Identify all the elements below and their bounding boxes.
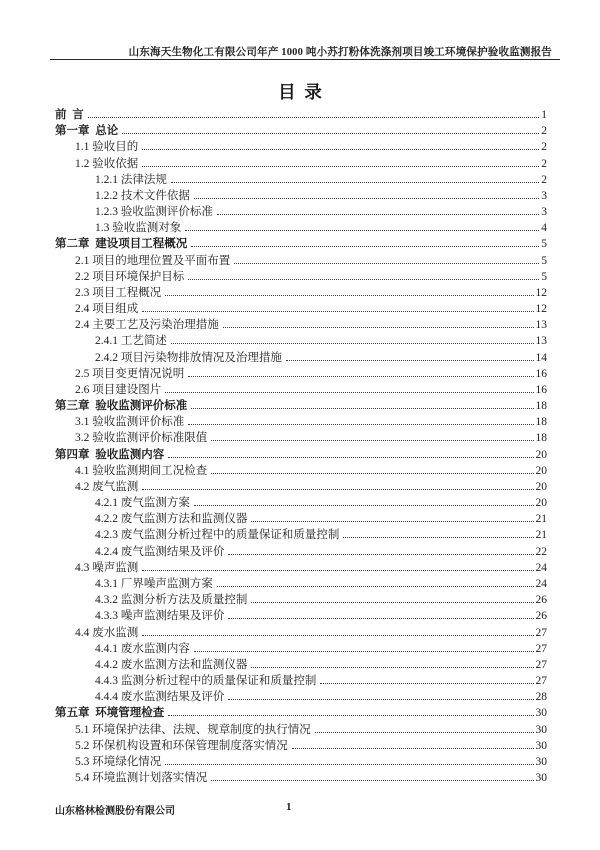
toc-page-number: 18 <box>535 432 547 445</box>
toc-page-number: 28 <box>535 691 547 704</box>
toc-entry <box>55 430 547 446</box>
toc-entry <box>55 673 547 689</box>
toc-entry <box>55 447 547 463</box>
toc-entry <box>55 253 547 269</box>
toc-entry <box>55 576 547 592</box>
dotted-leader <box>228 618 533 619</box>
dotted-leader <box>194 198 539 199</box>
toc-entry-label: 1.2.1 法律法规 <box>95 173 167 186</box>
toc-entry <box>55 527 547 543</box>
dotted-leader <box>142 166 539 167</box>
toc-page-number: 1 <box>541 109 547 121</box>
toc-page-number: 30 <box>535 707 547 720</box>
toc-page-number: 5 <box>541 238 547 251</box>
toc-entry <box>55 382 547 398</box>
toc-entry-label: 1.2.3 验收监测评价标准 <box>95 206 213 219</box>
toc-entry <box>55 657 547 673</box>
dotted-leader <box>217 586 534 587</box>
toc-entry-label: 2.1 项目的地理位置及平面布置 <box>75 254 231 267</box>
toc-entry-label: 4.4.4 废水监测结果及评价 <box>95 691 225 704</box>
toc-entry <box>55 544 547 560</box>
dotted-leader <box>88 117 540 118</box>
dotted-leader <box>188 424 533 425</box>
toc-entry <box>55 139 547 155</box>
dotted-leader <box>228 699 533 700</box>
toc-entry-label: 前 言 <box>55 109 84 121</box>
toc-entry-label: 5.1 环境保护法律、法规、规章制度的执行情况 <box>75 723 311 736</box>
toc-page-number: 21 <box>535 529 547 542</box>
toc-page-number: 20 <box>535 464 547 477</box>
dotted-leader <box>194 651 534 652</box>
toc-entry <box>55 560 547 576</box>
toc-page-number: 27 <box>535 642 547 655</box>
toc-entry-label: 4.2 废气监测 <box>75 480 139 493</box>
dotted-leader <box>211 440 533 441</box>
dotted-leader <box>122 133 539 134</box>
toc-entry-label: 4.3 噪声监测 <box>75 561 139 574</box>
dotted-leader <box>251 602 533 603</box>
toc-page-number: 26 <box>535 610 547 623</box>
dotted-leader <box>286 360 534 361</box>
toc-entry <box>55 479 547 495</box>
toc-entry-label: 4.2.2 废气监测方法和监测仪器 <box>95 513 248 526</box>
toc-entry-label: 5.4 环境监测计划落实情况 <box>75 772 208 785</box>
toc-entry <box>55 301 547 317</box>
toc-entry-label: 3.2 验收监测评价标准限值 <box>75 432 208 445</box>
toc-entry-label: 1.2.2 技术文件依据 <box>95 189 190 202</box>
toc-page-number: 14 <box>535 351 547 364</box>
toc-entry <box>55 705 547 721</box>
toc-page-number: 30 <box>535 723 547 736</box>
toc-entry-label: 2.4.1 工艺简述 <box>95 335 167 348</box>
toc-entry <box>55 414 547 430</box>
toc-entry-label: 第四章 验收监测内容 <box>55 448 165 461</box>
toc-entry-label: 4.2.4 废气监测结果及评价 <box>95 545 225 558</box>
toc-entry <box>55 317 547 333</box>
toc-page-number: 16 <box>535 367 547 380</box>
toc-entry-label: 第二章 建设项目工程概况 <box>55 238 188 251</box>
dotted-leader <box>188 279 539 280</box>
toc-entry <box>55 220 547 236</box>
toc-entry-label: 第五章 环境管理检查 <box>55 707 165 720</box>
toc-page-number: 26 <box>535 594 547 607</box>
toc-entry-label: 1.2 验收依据 <box>75 157 139 170</box>
toc-entry <box>55 156 547 172</box>
toc-entry <box>55 123 547 139</box>
toc-entry <box>55 770 547 786</box>
toc-entry-label: 4.2.1 废气监测方案 <box>95 497 190 510</box>
toc-page-number: 20 <box>535 480 547 493</box>
toc-page-number: 30 <box>535 755 547 768</box>
dotted-leader <box>142 311 533 312</box>
toc-page-number: 21 <box>535 513 547 526</box>
toc-entry <box>55 350 547 366</box>
toc-page-number: 5 <box>541 254 547 267</box>
dotted-leader <box>320 683 533 684</box>
dotted-leader <box>223 327 534 328</box>
toc-entry-label: 4.3.1 厂界噪声监测方案 <box>95 577 213 590</box>
toc-page-number: 20 <box>535 448 547 461</box>
footer-page-number: 1 <box>286 801 292 813</box>
toc-entry <box>55 641 547 657</box>
dotted-leader <box>234 263 539 264</box>
toc-entry-label: 2.4.2 项目污染物排放情况及治理措施 <box>95 351 282 364</box>
toc-entry <box>55 333 547 349</box>
dotted-leader <box>191 408 533 409</box>
toc-page-number: 27 <box>535 626 547 639</box>
toc-entry-label: 2.3 项目工程概况 <box>75 286 162 299</box>
toc-page-number: 3 <box>541 206 547 219</box>
dotted-leader <box>171 182 539 183</box>
toc-page-number: 22 <box>535 545 547 558</box>
toc-entry <box>55 722 547 738</box>
toc-page-number: 2 <box>541 173 547 186</box>
toc-entry <box>55 204 547 220</box>
footer-company-name: 山东格林检测股份有限公司 <box>55 806 175 817</box>
dotted-leader <box>194 505 534 506</box>
dotted-leader <box>343 537 533 538</box>
toc-entry-label: 4.4 废水监测 <box>75 626 139 639</box>
toc-page-number: 13 <box>535 335 547 348</box>
toc-entry-label: 第三章 验收监测评价标准 <box>55 400 188 413</box>
toc-page-number: 12 <box>535 286 547 299</box>
toc-entry-label: 2.4 主要工艺及污染治理措施 <box>75 319 219 332</box>
toc-list <box>55 107 547 786</box>
toc-page-number: 27 <box>535 658 547 671</box>
dotted-leader <box>168 715 533 716</box>
toc-entry-label: 3.1 验收监测评价标准 <box>75 416 185 429</box>
toc-entry <box>55 495 547 511</box>
toc-entry-label: 4.1 验收监测期间工况检查 <box>75 464 208 477</box>
toc-entry <box>55 463 547 479</box>
dotted-leader <box>142 489 533 490</box>
toc-entry <box>55 738 547 754</box>
running-header: 山东海天生物化工有限公司年产 1000 吨小苏打粉体洗涤剂项目竣工环境保护验收监测报告 <box>128 47 552 58</box>
toc-entry <box>55 269 547 285</box>
toc-page-number: 20 <box>535 497 547 510</box>
toc-entry <box>55 285 547 301</box>
page-title: 目 录 <box>278 82 322 102</box>
toc-page-number: 12 <box>535 303 547 316</box>
toc-entry-label: 4.4.2 废水监测方法和监测仪器 <box>95 658 248 671</box>
toc-entry-label: 5.3 环境绿化情况 <box>75 755 162 768</box>
dotted-leader <box>251 521 533 522</box>
toc-entry-label: 1.1 验收目的 <box>75 141 139 154</box>
toc-entry-label: 4.3.3 噪声监测结果及评价 <box>95 610 225 623</box>
header-rule <box>50 59 560 60</box>
dotted-leader <box>142 635 533 636</box>
dotted-leader <box>211 473 533 474</box>
toc-entry <box>55 366 547 382</box>
toc-entry <box>55 689 547 705</box>
dotted-leader <box>165 392 533 393</box>
toc-entry <box>55 608 547 624</box>
toc-entry-label: 4.4.1 废水监测内容 <box>95 642 190 655</box>
dotted-leader <box>171 343 534 344</box>
toc-page-number: 4 <box>541 222 547 235</box>
toc-entry <box>55 592 547 608</box>
toc-page-number: 30 <box>535 772 547 785</box>
dotted-leader <box>191 246 539 247</box>
toc-page-number: 24 <box>535 577 547 590</box>
dotted-leader <box>217 214 539 215</box>
dotted-leader <box>142 570 533 571</box>
dotted-leader <box>251 667 533 668</box>
toc-page-number: 24 <box>535 561 547 574</box>
toc-page-number: 3 <box>541 189 547 202</box>
toc-entry-label: 1.3 验收监测对象 <box>95 222 182 235</box>
toc-entry <box>55 754 547 770</box>
dotted-leader <box>142 149 539 150</box>
dotted-leader <box>165 295 533 296</box>
toc-page-number: 18 <box>535 400 547 413</box>
toc-entry <box>55 188 547 204</box>
toc-entry-label: 第一章 总论 <box>55 125 119 138</box>
toc-entry-label: 2.6 项目建设图片 <box>75 383 162 396</box>
dotted-leader <box>188 376 533 377</box>
toc-entry <box>55 511 547 527</box>
toc-entry <box>55 625 547 641</box>
toc-entry-label: 4.3.2 监测分析方法及质量控制 <box>95 594 248 607</box>
toc-page-number: 18 <box>535 416 547 429</box>
dotted-leader <box>185 230 539 231</box>
toc-entry <box>55 172 547 188</box>
toc-page-number: 30 <box>535 739 547 752</box>
toc-entry-label: 2.4 项目组成 <box>75 303 139 316</box>
toc-entry <box>55 236 547 252</box>
dotted-leader <box>168 457 533 458</box>
toc-entry-label: 4.4.3 监测分析过程中的质量保证和质量控制 <box>95 675 317 688</box>
dotted-leader <box>165 764 533 765</box>
dotted-leader <box>211 780 533 781</box>
toc-entry-label: 2.5 项目变更情况说明 <box>75 367 185 380</box>
toc-entry-label: 5.2 环保机构设置和环保管理制度落实情况 <box>75 739 288 752</box>
toc-page-number: 2 <box>541 157 547 170</box>
toc-entry <box>55 398 547 414</box>
toc-page-number: 2 <box>541 125 547 138</box>
dotted-leader <box>315 732 534 733</box>
toc-entry-label: 2.2 项目环境保护目标 <box>75 270 185 283</box>
dotted-leader <box>228 554 533 555</box>
toc-page-number: 13 <box>535 319 547 332</box>
toc-page-number: 5 <box>541 270 547 283</box>
toc-page-number: 2 <box>541 141 547 154</box>
toc-entry-label: 4.2.3 废气监测分析过程中的质量保证和质量控制 <box>95 529 340 542</box>
toc-entry <box>55 107 547 123</box>
dotted-leader <box>292 748 534 749</box>
toc-page-number: 16 <box>535 383 547 396</box>
toc-page-number: 27 <box>535 675 547 688</box>
